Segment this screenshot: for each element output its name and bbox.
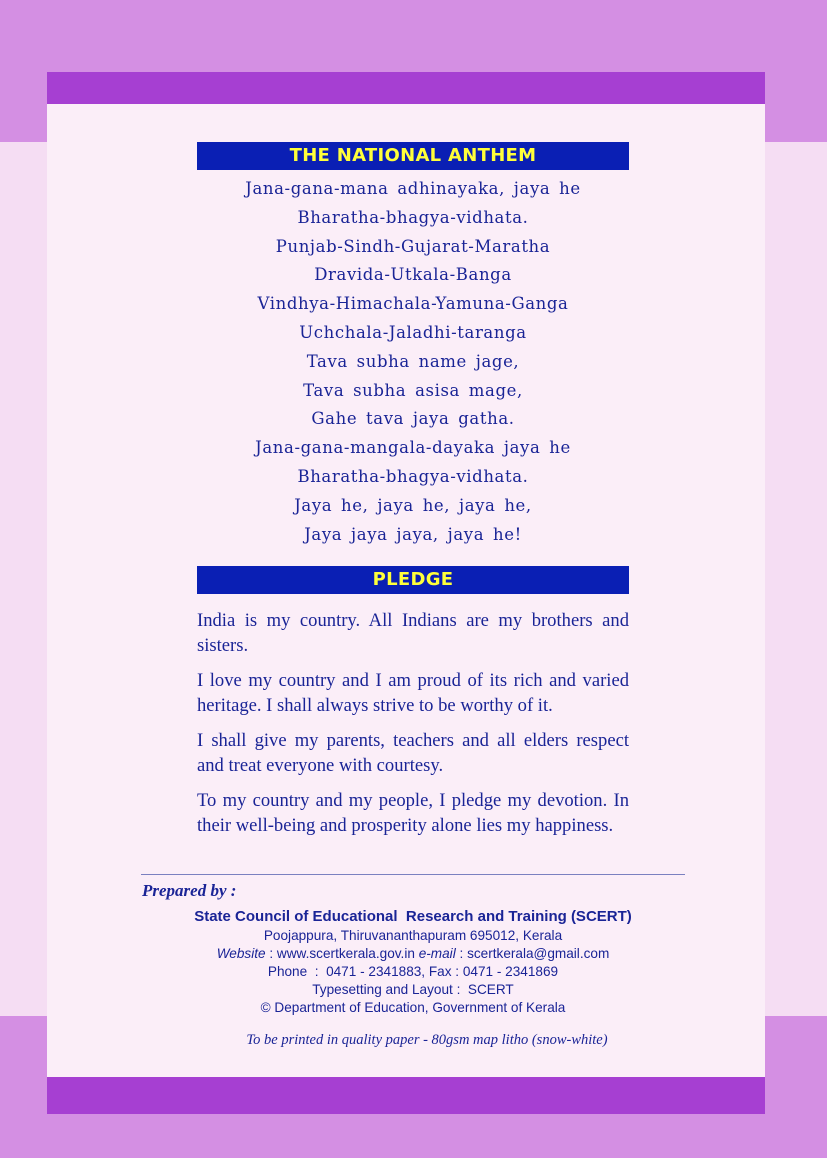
- anthem-heading: THE NATIONAL ANTHEM: [197, 142, 629, 170]
- contact-line: Website : www.scertkerala.gov.in e-mail : scertkerala@gmail.com: [216, 946, 610, 961]
- anthem-line: Tava subha asisa mage,: [303, 380, 523, 400]
- divider-line: [141, 874, 685, 875]
- copyright-line: © Department of Education, Government of Kerala: [260, 1000, 566, 1015]
- pledge-paragraph: I love my country and I am proud of its rich and varied heritage. I shall always strive to be worthy of it.: [197, 670, 629, 716]
- anthem-line: Dravida-Utkala-Banga: [314, 265, 512, 285]
- print-note: To be printed in quality paper - 80gsm map litho (snow-white): [246, 1032, 608, 1048]
- anthem-line: Punjab-Sindh-Gujarat-Maratha: [275, 236, 551, 256]
- address-line: Poojappura, Thiruvananthapuram 695012, Kerala: [263, 928, 563, 943]
- anthem-line: Uchchala-Jaladhi-taranga: [299, 322, 527, 342]
- anthem-line: Bharatha-bhagya-vidhata.: [297, 207, 529, 227]
- top-accent-bar: [47, 72, 765, 104]
- email-link[interactable]: scertkerala@gmail.com: [467, 946, 610, 961]
- typesetting-line: Typesetting and Layout : SCERT: [312, 982, 514, 997]
- website-label: Website: [216, 946, 266, 961]
- anthem-lyrics: [197, 175, 629, 549]
- pledge-text: [197, 608, 629, 838]
- bottom-accent-bar: [47, 1077, 765, 1114]
- anthem-line: Tava subha name jage,: [306, 351, 520, 371]
- organization-name: State Council of Educational Research and Training (SCERT): [194, 908, 632, 925]
- credits-block: [141, 907, 685, 1017]
- anthem-line: Bharatha-bhagya-vidhata.: [297, 466, 529, 486]
- prepared-by-label: Prepared by :: [142, 881, 237, 900]
- website-link[interactable]: www.scertkerala.gov.in: [276, 946, 415, 961]
- pledge-paragraph: India is my country. All Indians are my brothers and sisters.: [197, 610, 629, 656]
- anthem-line: Jaya he, jaya he, jaya he,: [294, 495, 532, 515]
- email-label: e-mail: [418, 946, 456, 961]
- anthem-line: Jana-gana-mana adhinayaka, jaya he: [245, 179, 581, 198]
- pledge-paragraph: To my country and my people, I pledge my devotion. In their well-being and prosperity alone lies my happiness.: [197, 790, 629, 836]
- anthem-line: Jana-gana-mangala-dayaka jaya he: [255, 438, 571, 458]
- pledge-heading: PLEDGE: [197, 566, 629, 594]
- pledge-paragraph: I shall give my parents, teachers and all elders respect and treat everyone with courtesy.: [197, 730, 629, 776]
- anthem-line: Jaya jaya jaya, jaya he!: [304, 524, 522, 544]
- phone-line: Phone : 0471 - 2341883, Fax : 0471 - 2341869: [267, 964, 559, 979]
- anthem-line: Gahe tava jaya gatha.: [311, 409, 515, 429]
- anthem-line: Vindhya-Himachala-Yamuna-Ganga: [257, 294, 569, 314]
